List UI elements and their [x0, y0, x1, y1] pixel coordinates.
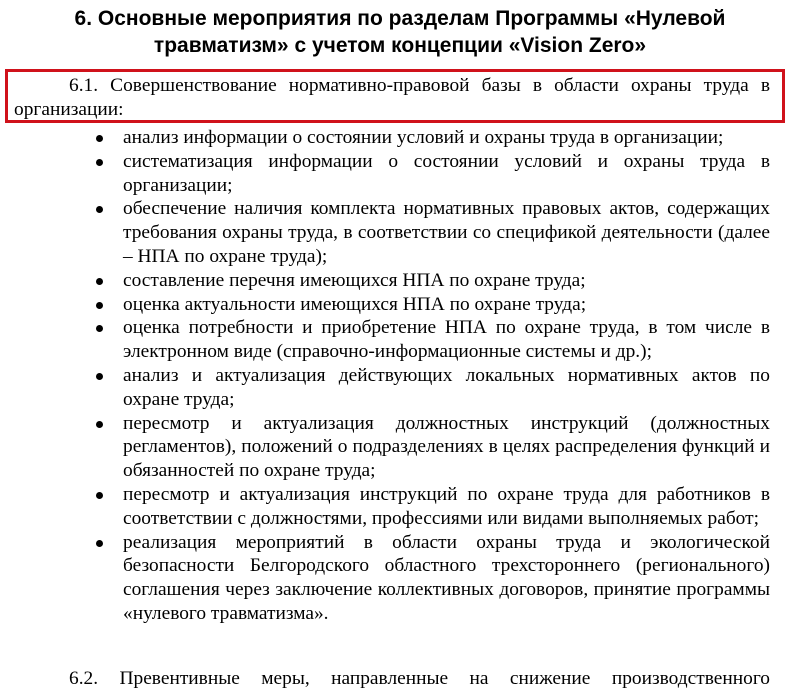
heading-line-2: травматизм» с учетом концепции «Vision Zero»	[153, 34, 647, 57]
section-heading	[20, 5, 780, 59]
list-item: анализ и актуализация действующих локальных нормативных актов по охране труда;	[123, 364, 770, 410]
list-item: оценка актуальности имеющихся НПА по охране труда;	[123, 293, 770, 317]
list-item: реализация мероприятий в области охраны труда и экологической безопасности Белгородского областного трехстороннего (регионального) соглашения через заключение коллективных договоров, принятие программы «нулевого травматизма».	[123, 531, 770, 624]
list-item: анализ информации о состоянии условий и охраны труда в организации;	[123, 126, 770, 150]
paragraph-6-2: 6.2. Превентивные меры, направленные на снижение производственного	[69, 668, 770, 689]
measures-list	[123, 126, 770, 626]
heading-line-1: 6. Основные мероприятия по разделам Программы «Нулевой	[74, 7, 726, 30]
list-item: систематизация информации о состоянии условий и охраны труда в организации;	[123, 150, 770, 196]
list-item: оценка потребности и приобретение НПА по охране труда, в том числе в электронном виде (справочно-информационные системы и др.);	[123, 317, 770, 363]
paragraph-6-1: 6.1. Совершенствование нормативно-правовой базы в области охраны труда в организации:	[14, 75, 770, 120]
list-item: составление перечня имеющихся НПА по охране труда;	[123, 269, 770, 293]
list-item: пересмотр и актуализация должностных инструкций (должностных регламентов), положений о подразделениях в целях распределения функций и обязанностей по охране труда;	[123, 412, 770, 482]
list-item: обеспечение наличия комплекта нормативных правовых актов, содержащих требования охраны труда, в соответствии со спецификой деятельности (далее – НПА по охране труда);	[123, 198, 770, 267]
list-item: пересмотр и актуализация инструкций по охране труда для работников в соответствии с должностями, профессиями или видами выполняемых работ;	[123, 483, 770, 529]
